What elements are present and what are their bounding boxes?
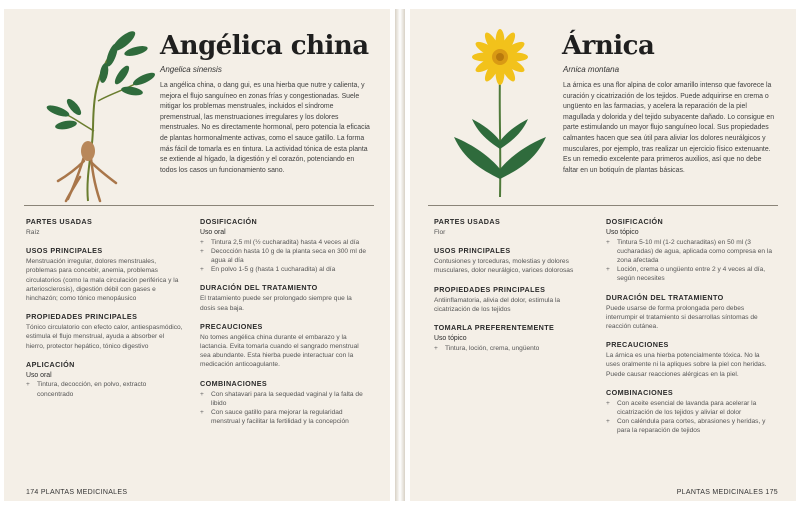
section-text: Tónico circulatorio con efecto calor, antiespasmódico, estimula el flujo menstrual, ayuda a absorber el hierro, protector hepático, tónico digestivo <box>26 324 183 350</box>
section-text: No tomes angélica china durante el embarazo y la lactancia. Evita tomarla cuando el sangrado menstrual sea abundante. Esta hierba puede interactuar con la medicación anticoagulante. <box>200 333 359 369</box>
section-divider <box>428 205 778 206</box>
bullet-list <box>26 380 184 398</box>
section-heading: DURACIÓN DEL TRATAMIENTO <box>606 292 724 302</box>
section-divider <box>24 205 374 206</box>
section-text: La árnica es una hierba potencialmente tóxica. No la uses oralmente ni la apliques sobre la piel con heridas. Puede causar reacciones alérgicas en la piel. <box>606 352 767 378</box>
list-item: + Con shatavari para la sequedad vaginal y la falta de libido <box>200 390 368 408</box>
list-item: + Tintura, decocción, en polvo, extracto concentrado <box>26 380 184 398</box>
angelica-plant-illustration <box>40 31 158 203</box>
page-footer: 174 PLANTAS MEDICINALES <box>26 489 128 496</box>
list-item: + Tintura 5-10 ml (1-2 cucharaditas) en 50 ml (3 cucharadas) de agua, aplicada como compresa en la zona afectada <box>606 238 774 266</box>
section-text: El tratamiento puede ser prolongado siempre que la dosis sea baja. <box>200 295 352 312</box>
bullet-list <box>200 390 368 427</box>
section-heading: APLICACIÓN <box>26 359 75 369</box>
section-heading: PRECAUCIONES <box>606 340 669 350</box>
bullet-list <box>606 399 774 436</box>
list-item: + Decocción hasta 10 g de la planta seca en 300 ml de agua al día <box>200 247 368 265</box>
section-heading: DOSIFICACIÓN <box>606 217 664 226</box>
intro-paragraph: La árnica es una flor alpina de color amarillo intenso que favorece la curación y cicatrización de los tejidos. Puede adquirirse en crema o ungüento en las farmacias, y acelera la reparación de la piel magullada y dolorida y del tejido subyacente dañado. Lo consigue en parte estimulando un mayor flujo sanguíneo local. Sus propiedades calmantes hacen que sea útil para aliviar los dolores neurálgicos y musculares, por ejemplo, tras realizar un ejercicio físico extenuante. Es un remedio excelente para primeros auxilios, así que no debe faltar en un botiquín de plantas básicas. <box>563 82 775 174</box>
section-text: Raíz <box>26 229 40 236</box>
section-subheading: Uso oral <box>200 229 226 236</box>
section-heading: USOS PRINCIPALES <box>26 246 103 256</box>
latin-name: Angelica sinensis <box>160 65 222 74</box>
arnica-flower-illustration <box>450 29 550 199</box>
intro-paragraph: La angélica china, o dang gui, es una hierba que nutre y calienta, y mejora el flujo sanguíneo en zonas frías y congestionadas. Suele mitigar los problemas menstruales, incluidos el síndrome premenstrual, las menstruaciones irregulares y los dolores menstruales. No es directamente hormonal, pero potencia la eficacia de plantas hormonalmente activas, como el sauce gatillo. La forma más fácil de tomarla es en tintura. La actividad tónica de esta planta se extiende al hígado, la digestión y el corazón, potenciando en todos los casos un funcionamiento sano. <box>160 82 370 174</box>
bullet-list <box>200 238 368 275</box>
latin-name: Arnica montana <box>563 65 620 74</box>
right-column-1 <box>434 217 584 362</box>
list-item: + Con caléndula para cortes, abrasiones y heridas, y para la reparación de tejidos <box>606 417 774 435</box>
section-heading: PARTES USADAS <box>434 217 501 226</box>
left-column-2 <box>200 217 368 435</box>
list-item: + Tintura, loción, crema, ungüento <box>434 344 584 353</box>
section-heading: PARTES USADAS <box>26 217 93 226</box>
section-text: Menstruación irregular, dolores menstruales, problemas para concebir, anemia, problemas circulatorios (como la mala circulación periférica y la arteriosclerosis), digestión débil con gases e hinchazón; como tónico menopáusico <box>26 258 179 303</box>
section-heading: DOSIFICACIÓN <box>200 217 258 226</box>
list-item: + Tintura 2,5 ml (½ cucharadita) hasta 4 veces al día <box>200 238 368 247</box>
section-subheading: Uso oral <box>26 371 52 379</box>
page-footer: PLANTAS MEDICINALES 175 <box>676 489 778 496</box>
section-heading: COMBINACIONES <box>606 387 674 397</box>
section-text: Antiinflamatoria, alivia del dolor, estimula la cicatrización de los tejidos <box>434 296 561 313</box>
section-text: Contusiones y torceduras, molestias y dolores musculares, dolor neurálgico, varices dolorosas <box>434 258 574 275</box>
section-subheading: Uso tópico <box>606 229 639 236</box>
page-right <box>410 9 796 501</box>
list-item: + En polvo 1-5 g (hasta 1 cucharadita) al día <box>200 265 368 274</box>
section-heading: PROPIEDADES PRINCIPALES <box>26 312 138 322</box>
left-column-1 <box>26 217 184 408</box>
page-left <box>4 9 390 501</box>
section-heading: COMBINACIONES <box>200 378 268 388</box>
section-heading: PRECAUCIONES <box>200 321 263 331</box>
section-text: Puede usarse de forma prolongada pero debes interrumpir el tratamiento si desarrollas síntomas de reacción cutánea. <box>606 304 758 330</box>
page-title: Árnica <box>562 31 655 61</box>
section-text: Flor <box>434 229 446 236</box>
section-heading: TOMARLA PREFERENTEMENTE <box>434 323 555 333</box>
section-heading: PROPIEDADES PRINCIPALES <box>434 284 546 294</box>
section-heading: USOS PRINCIPALES <box>434 246 511 256</box>
right-column-2 <box>606 217 774 445</box>
book-gutter <box>395 9 405 501</box>
page-title: Angélica china <box>160 31 369 61</box>
bullet-list <box>434 344 584 353</box>
list-item: + Con aceite esencial de lavanda para acelerar la cicatrización de los tejidos y aliviar el dolor <box>606 399 774 417</box>
bullet-list <box>606 238 774 284</box>
section-heading: DURACIÓN DEL TRATAMIENTO <box>200 283 318 293</box>
list-item: + Loción, crema o ungüento entre 2 y 4 veces al día, según necesites <box>606 265 774 283</box>
section-subheading: Uso tópico <box>434 335 467 343</box>
list-item: + Con sauce gatillo para mejorar la regularidad menstrual y facilitar la fertilidad y la concepción <box>200 408 368 426</box>
